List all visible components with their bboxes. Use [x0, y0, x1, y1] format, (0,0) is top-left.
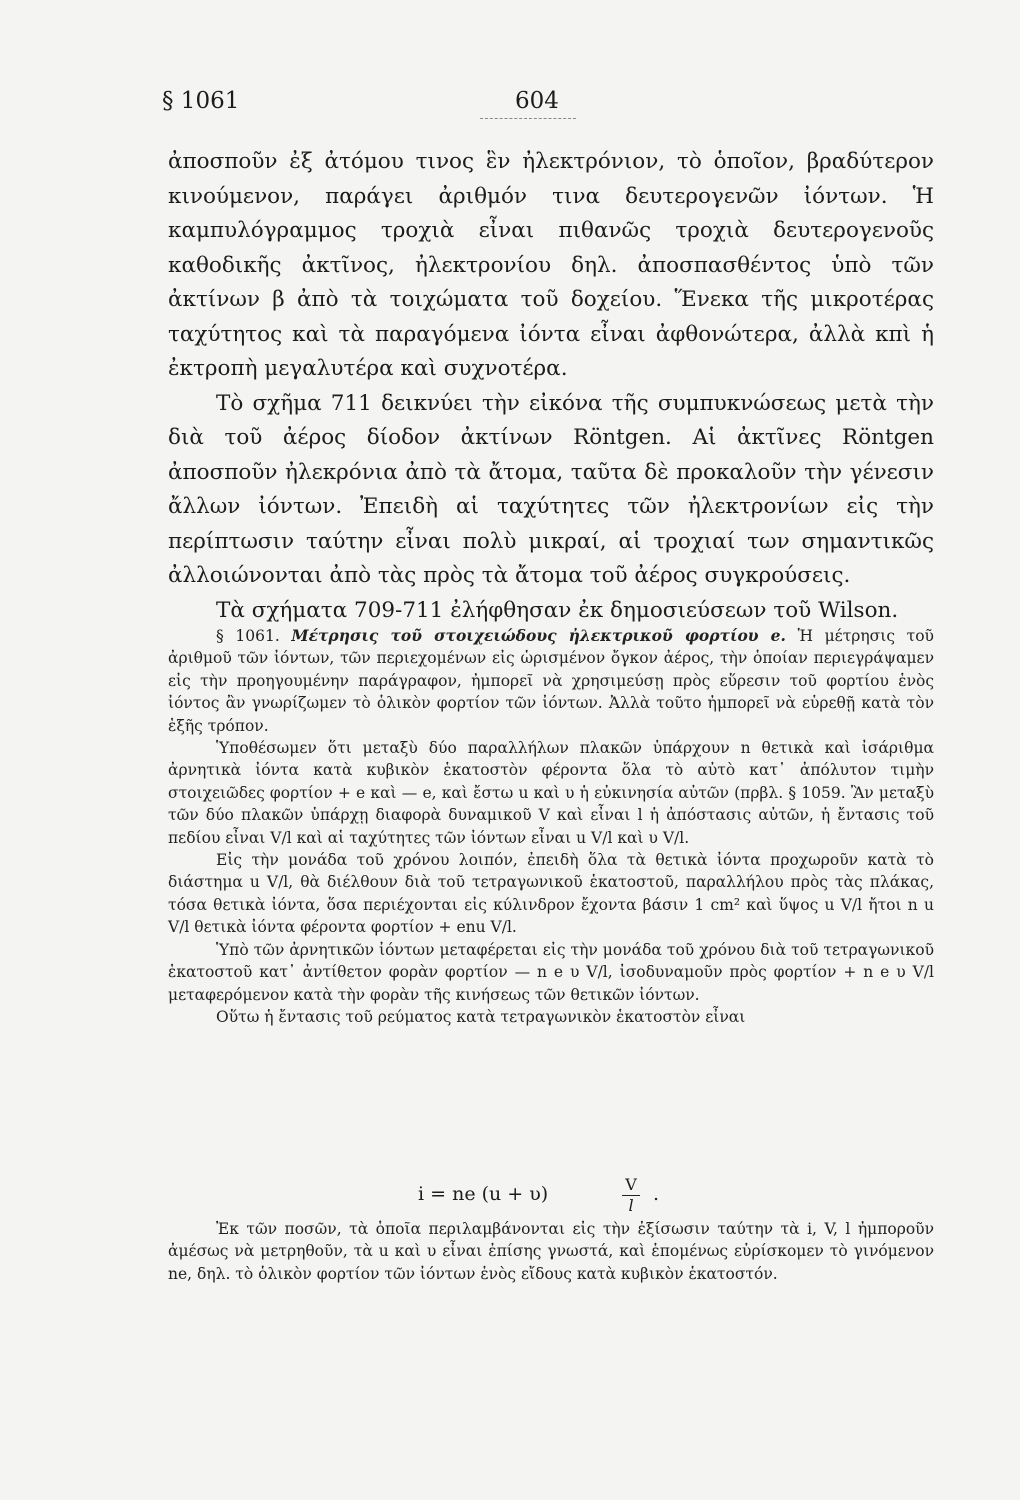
paragraph: Ὑπὸ τῶν ἀρνητικῶν ἰόντων μεταφέρεται εἰς τὴν μονάδα τοῦ χρόνου διὰ τοῦ τετραγωνικοῦ ἑκατοστοῦ κατ᾽ ἀντίθετον φορὰν φορτίον — n e υ V/l, ἰσοδυναμοῦν πρὸς φορτίον + n e υ V/l μεταφερόμενον κατὰ τὴν φορὰν τῆς κινήσεως τῶν θετικῶν ἰόντων. [168, 940, 934, 1004]
formula-numerator: V [625, 1175, 637, 1194]
formula-end: . [653, 1183, 660, 1205]
header-rule [480, 118, 576, 119]
section-intro-paragraph [168, 625, 934, 737]
section-1061-title: Μέτρησις τοῦ στοιχειώδους ἠλεκτρικοῦ φορτίου e. [291, 626, 786, 645]
page-number: 604 [515, 88, 559, 114]
paragraph: ἀποσποῦν ἐξ ἀτόμου τινος ἓν ἠλεκτρόνιον, τὸ ὁποῖον, βραδύτερον κινούμενον, παράγει ἀριθμόν τινα δευτερογενῶν ἰόντων. Ἡ καμπυλόγραμμος τροχιὰ εἶναι πιθανῶς τροχιὰ δευτερογενοῦς καθοδικῆς ἀκτῖνος, ἠλεκτρονίου δηλ. ἀποσπασθέντος ὑπὸ τῶν ἀκτίνων β ἀπὸ τὰ τοιχώματα τοῦ δοχείου. Ἕνεκα τῆς μικροτέρας ταχύτητος καὶ τὰ παραγόμενα ἰόντα εἶναι ἀφθονώτερα, ἀλλὰ κπὶ ἡ ἐκτροπὴ μεγαλυτέρα καὶ συχνοτέρα. [168, 149, 934, 381]
paragraph: Τὸ σχῆμα 711 δεικνύει τὴν εἰκόνα τῆς συμπυκνώσεως μετὰ τὴν διὰ τοῦ ἀέρος δίοδον ἀκτίνων Röntgen. Αἱ ἀκτῖνες Röntgen ἀποσποῦν ἠλεκρόνια ἀπὸ τὰ ἄτομα, ταῦτα δὲ προκαλοῦν τὴν γένεσιν ἄλλων ἰόντων. Ἐπειδὴ αἱ ταχύτητες τῶν ἠλεκτρονίων εἰς τὴν περίπτωσιν ταύτην εἶναι πολὺ μικραί, αἱ τροχιαί των σημαντικῶς ἀλλοιώνονται ἀπὸ τὰς πρὸς τὰ ἄτομα τοῦ ἀέρος συγκρούσεις. [168, 390, 934, 588]
paragraph: Εἰς τὴν μονάδα τοῦ χρόνου λοιπόν, ἐπειδὴ ὅλα τὰ θετικὰ ἰόντα προχωροῦν κατὰ τὸ διάστημα u V/l, θὰ διέλθουν διὰ τοῦ τετραγωνικοῦ ἑκατοστοῦ, παραλλήλου πρὸς τὰς πλάκας, τόσα θετικὰ ἰόντα, ὅσα περιέχονται εἰς κύλινδρον ἔχοντα βάσιν 1 cm² καὶ ὕψος u V/l ἤτοι n u V/l θετικὰ ἰόντα φέροντα φορτίον + enu V/l. [168, 851, 934, 937]
paragraph: Τὰ σχήματα 709-711 ἐλήφθησαν ἐκ δημοσιεύσεων τοῦ Wilson. [216, 597, 899, 623]
formula-lhs: i = ne (u + υ) [418, 1183, 549, 1205]
current-formula [418, 1175, 718, 1219]
closing-text [168, 1218, 934, 1285]
section-1061-number: § 1061. [216, 627, 280, 645]
section-number: § 1061 [162, 88, 240, 114]
section-1061-text: Ἡ μέτρησις τοῦ ἀριθμοῦ τῶν ἰόντων, τῶν περιεχομένων εἰς ὡρισμένον ὄγκον ἀέρος, τὴν ὁποίαν περιεγράψαμεν εἰς τὴν προηγουμένην παράγραφον, ἠμπορεῖ νὰ χρησιμεύσῃ πρὸς εὕρεσιν τοῦ φορτίου ἑνὸς ἰόντος ἂν γνωρίζωμεν τὸ ὁλικὸν φορτίον τῶν ἰόντων. Ἀλλὰ τοῦτο ἠμπορεῖ νὰ εὑρεθῇ κατὰ τὸν ἑξῆς τρόπον. [168, 627, 934, 735]
formula-fraction [620, 1175, 642, 1216]
main-text-large [168, 145, 934, 628]
paragraph: Ἐκ τῶν ποσῶν, τὰ ὁποῖα περιλαμβάνονται εἰς τὴν ἐξίσωσιν ταύτην τὰ i, V, l ἠμποροῦν ἀμέσως νὰ μετρηθοῦν, τὰ u καὶ υ εἶναι ἐπίσης γνωστά, καὶ ἑπομένως εὑρίσκομεν τὸ γινόμενον ne, δηλ. τὸ ὁλικὸν φορτίον τῶν ἰόντων ἑνὸς εἴδους κατὰ κυβικὸν ἑκατοστόν. [168, 1220, 934, 1283]
paragraph: Ὑποθέσωμεν ὅτι μεταξὺ δύο παραλλήλων πλακῶν ὑπάρχουν n θετικὰ καὶ ἰσάριθμα ἀρνητικὰ ἰόντα κατὰ κυβικὸν ἑκατοστὸν φέροντα ὅλα τὸ αὐτὸ κατ᾽ ἀπόλυτον τιμὴν στοιχειῶδες φορτίον + e καὶ — e, καὶ ἔστω u καὶ υ ἡ εὐκινησία αὐτῶν (πρβλ. § 1059. Ἂν μεταξὺ τῶν δύο πλακῶν ὑπάρχῃ διαφορὰ δυναμικοῦ V καὶ εἶναι l ἡ ἀπόστασις αὐτῶν, ἡ ἔντασις τοῦ πεδίου εἶναι V/l καὶ αἱ ταχύτητες τῶν ἰόντων εἶναι u V/l καὶ υ V/l. [168, 739, 934, 847]
page-header [162, 88, 928, 120]
paragraph: Οὕτω ἡ ἔντασις τοῦ ρεύματος κατὰ τετραγωνικὸν ἑκατοστὸν εἶναι [216, 1007, 746, 1026]
formula-denominator: l [628, 1196, 634, 1215]
section-1061 [168, 625, 934, 1028]
